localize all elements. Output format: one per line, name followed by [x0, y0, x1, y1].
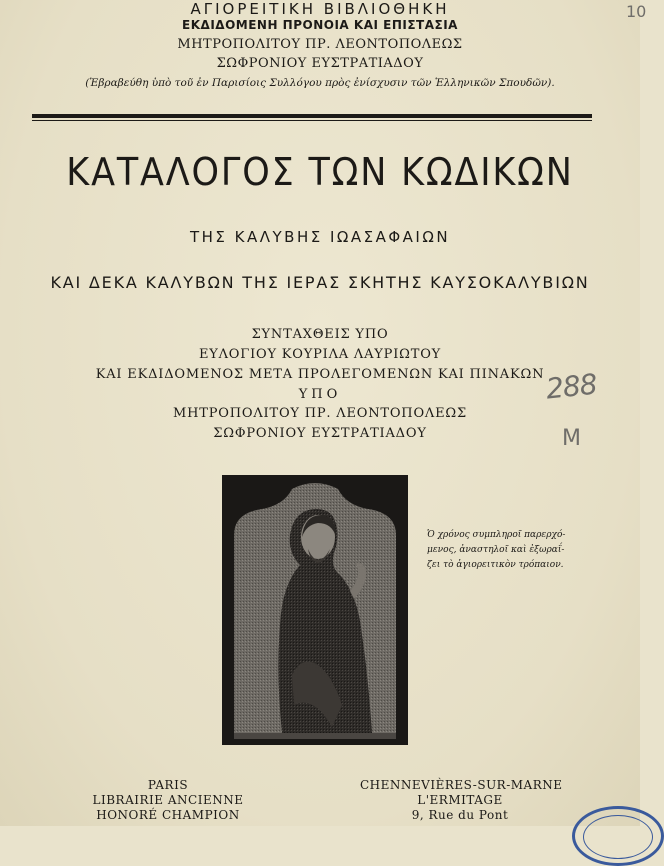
caption-line: Ὁ χρόνος συμπληροῖ παρερχό-	[427, 530, 566, 540]
series-editor-line1: ΜΗΤΡΟΠΟΛΙΤΟΥ ΠΡ. ΛΕΟΝΤΟΠΟΛΕΩΣ	[177, 37, 463, 52]
handwritten-shelf-number: 288	[544, 367, 599, 406]
header-rule-thin	[32, 120, 592, 121]
main-title: ΚΑΤΑΛΟΓΟΣ ΤΩΝ ΚΩΔΙΚΩΝ	[66, 150, 574, 194]
credit-line: ΣΥΝΤΑΧΘΕΙΣ ΥΠΟ	[251, 327, 389, 342]
publisher-name: L'ERMITAGE	[417, 793, 503, 807]
monk-portrait-illustration	[222, 475, 408, 745]
publisher-owner: HONORÉ CHAMPION	[96, 808, 240, 822]
credit-line: ΣΩΦΡΟΝΙΟΥ ΕΥΣΤΡΑΤΙΑΔΟΥ	[213, 426, 427, 441]
credit-line: ΥΠΟ	[298, 387, 342, 402]
credit-line: ΕΥΛΟΓΙΟΥ ΚΟΥΡΙΛΑ ΛΑΥΡΙΩΤΟΥ	[198, 347, 442, 362]
library-stamp	[572, 806, 664, 866]
publisher-block-paris	[88, 778, 248, 823]
frontispiece-caption	[427, 528, 597, 573]
publisher-block-chennevieres	[360, 778, 563, 823]
header-rule-thick	[32, 114, 592, 118]
handwritten-corner-mark: 10	[626, 2, 647, 21]
credit-line: ΜΗΤΡΟΠΟΛΙΤΟΥ ΠΡ. ΛΕΟΝΤΟΠΟΛΕΩΣ	[173, 406, 467, 421]
publisher-name: LIBRAIRIE ANCIENNE	[92, 793, 244, 807]
publisher-city: CHENNEVIÈRES-SUR-MARNE	[360, 778, 563, 792]
series-subtitle: ΕΚΔΙΔΟΜΕΝΗ ΠΡΟΝΟΙΑ ΚΑΙ ΕΠΙΣΤΑΣΙΑ	[182, 18, 458, 32]
series-title: ΑΓΙΟΡΕΙΤΙΚΗ ΒΙΒΛΙΟΘΗΚΗ	[190, 0, 450, 18]
handwritten-shelf-letter: M	[562, 426, 581, 451]
frontispiece-image	[222, 475, 408, 745]
credit-line: ΚΑΙ ΕΚΔΙΔΟΜΕΝΟΣ ΜΕΤΑ ΠΡΟΛΕΓΟΜΕΝΩΝ ΚΑΙ ΠΙΝΑΚΩΝ	[95, 367, 545, 382]
caption-line: μενος, ἀναστηλοῖ καὶ ἐξωραΐ-	[427, 545, 565, 555]
subtitle-line2: ΚΑΙ ΔΕΚΑ ΚΑΛΥΒΩΝ ΤΗΣ ΙΕΡΑΣ ΣΚΗΤΗΣ ΚΑΥΣΟΚΑΛΥΒΙΩΝ	[50, 273, 590, 292]
publisher-address: 9, Rue du Pont	[411, 808, 509, 822]
library-stamp-inner-ring	[583, 815, 653, 859]
publisher-city: PARIS	[147, 778, 189, 792]
caption-line: ζει τὸ ἁγιορειτικὸν τρόπαιον.	[427, 560, 564, 570]
subtitle-line1: ΤΗΣ ΚΑΛΥΒΗΣ ΙΩΑΣΑΦΑΙΩΝ	[189, 228, 451, 246]
series-award-note: (Ἐβραβεύθη ὑπὸ τοῦ ἐν Παρισίοις Συλλόγου πρὸς ἐνίσχυσιν τῶν Ἑλληνικῶν Σπουδῶν).	[85, 77, 555, 89]
series-editor-line2: ΣΩΦΡΟΝΙΟΥ ΕΥΣΤΡΑΤΙΑΔΟΥ	[216, 56, 424, 71]
